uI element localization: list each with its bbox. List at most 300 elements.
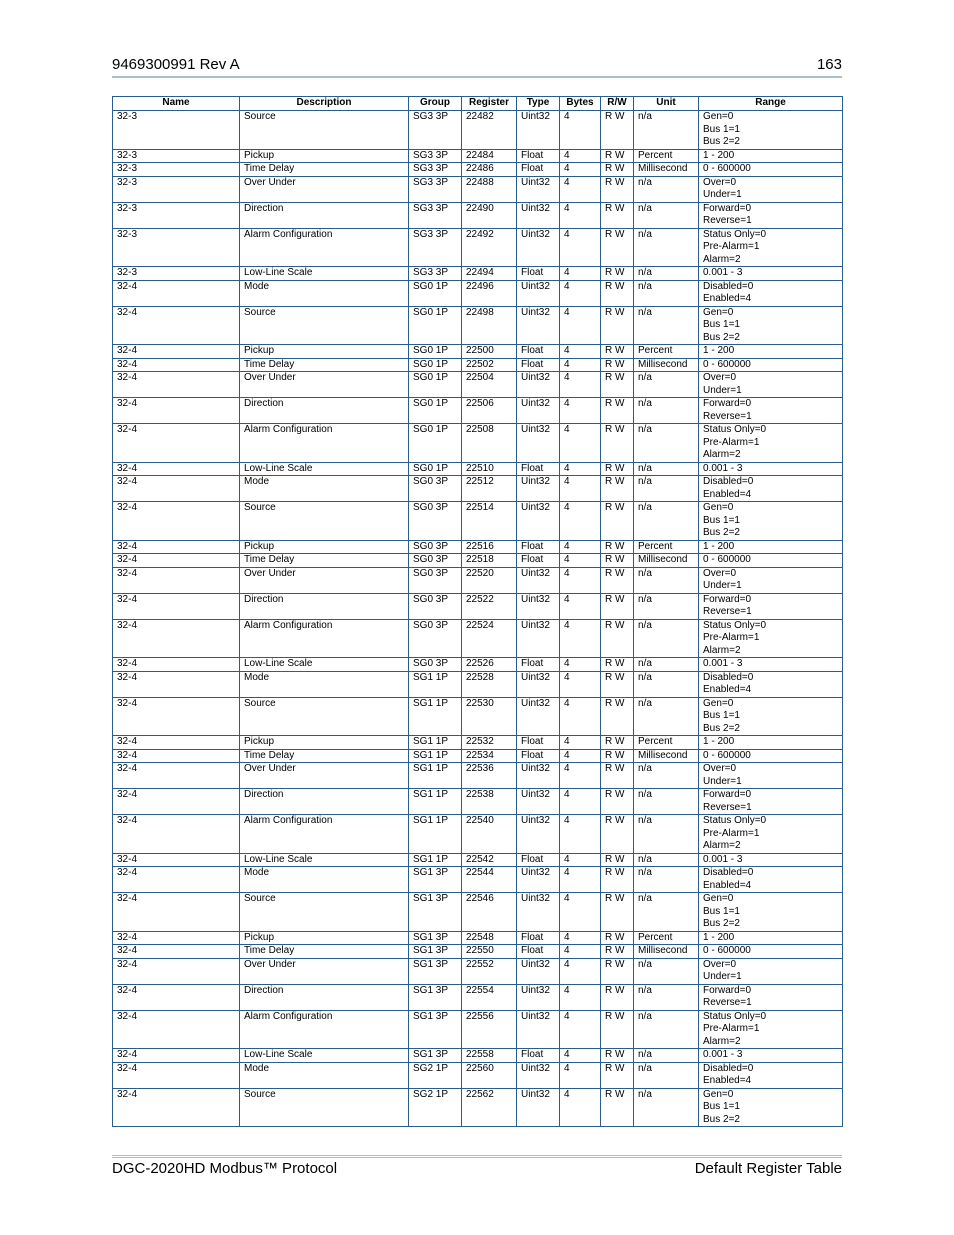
cell-description: Low-Line Scale: [240, 853, 409, 867]
cell-rw: R W: [601, 554, 634, 568]
cell-rw: R W: [601, 763, 634, 789]
table-row: [113, 1062, 843, 1088]
cell-bytes: 4: [560, 228, 601, 267]
cell-name: 32-4: [113, 398, 240, 424]
cell-rw: R W: [601, 789, 634, 815]
cell-bytes: 4: [560, 867, 601, 893]
cell-type: Float: [517, 1049, 560, 1063]
cell-range: 0.001 - 3: [699, 267, 843, 281]
cell-bytes: 4: [560, 658, 601, 672]
cell-type: Uint32: [517, 984, 560, 1010]
cell-description: Over Under: [240, 176, 409, 202]
cell-description: Alarm Configuration: [240, 619, 409, 658]
cell-type: Float: [517, 267, 560, 281]
cell-type: Float: [517, 853, 560, 867]
cell-register: 22538: [462, 789, 517, 815]
cell-description: Over Under: [240, 958, 409, 984]
cell-register: 22520: [462, 567, 517, 593]
cell-type: Float: [517, 149, 560, 163]
cell-unit: n/a: [634, 306, 699, 345]
cell-name: 32-4: [113, 697, 240, 736]
cell-type: Uint32: [517, 1062, 560, 1088]
cell-type: Float: [517, 540, 560, 554]
cell-bytes: 4: [560, 424, 601, 463]
cell-type: Uint32: [517, 867, 560, 893]
cell-group: SG0 1P: [409, 424, 462, 463]
cell-group: SG1 3P: [409, 1049, 462, 1063]
cell-range: Over=0 Under=1: [699, 567, 843, 593]
cell-register: 22552: [462, 958, 517, 984]
cell-range: Gen=0 Bus 1=1 Bus 2=2: [699, 306, 843, 345]
cell-description: Over Under: [240, 567, 409, 593]
cell-bytes: 4: [560, 267, 601, 281]
cell-register: 22540: [462, 815, 517, 854]
cell-register: 22512: [462, 476, 517, 502]
cell-name: 32-4: [113, 567, 240, 593]
cell-unit: n/a: [634, 567, 699, 593]
cell-name: 32-4: [113, 1010, 240, 1049]
cell-bytes: 4: [560, 1062, 601, 1088]
cell-rw: R W: [601, 280, 634, 306]
cell-bytes: 4: [560, 554, 601, 568]
cell-rw: R W: [601, 267, 634, 281]
cell-bytes: 4: [560, 736, 601, 750]
cell-unit: n/a: [634, 1062, 699, 1088]
cell-description: Source: [240, 697, 409, 736]
cell-range: Forward=0 Reverse=1: [699, 593, 843, 619]
table-row: [113, 763, 843, 789]
cell-rw: R W: [601, 671, 634, 697]
table-row: [113, 502, 843, 541]
column-header-range: Range: [699, 97, 843, 111]
cell-description: Mode: [240, 867, 409, 893]
cell-register: 22494: [462, 267, 517, 281]
cell-type: Uint32: [517, 763, 560, 789]
cell-range: Disabled=0 Enabled=4: [699, 671, 843, 697]
cell-register: 22484: [462, 149, 517, 163]
cell-description: Pickup: [240, 540, 409, 554]
cell-description: Mode: [240, 671, 409, 697]
cell-type: Float: [517, 358, 560, 372]
cell-register: 22550: [462, 945, 517, 959]
cell-rw: R W: [601, 358, 634, 372]
cell-group: SG1 1P: [409, 749, 462, 763]
cell-description: Time Delay: [240, 163, 409, 177]
cell-unit: n/a: [634, 815, 699, 854]
cell-group: SG1 3P: [409, 931, 462, 945]
cell-name: 32-4: [113, 1062, 240, 1088]
column-header-bytes: Bytes: [560, 97, 601, 111]
footer-title: DGC-2020HD Modbus™ Protocol: [112, 1160, 338, 1177]
cell-unit: n/a: [634, 1049, 699, 1063]
cell-group: SG1 1P: [409, 789, 462, 815]
cell-group: SG0 3P: [409, 593, 462, 619]
cell-type: Uint32: [517, 202, 560, 228]
cell-bytes: 4: [560, 958, 601, 984]
cell-type: Uint32: [517, 111, 560, 150]
cell-bytes: 4: [560, 398, 601, 424]
cell-description: Source: [240, 893, 409, 932]
cell-bytes: 4: [560, 502, 601, 541]
cell-unit: n/a: [634, 658, 699, 672]
cell-description: Direction: [240, 789, 409, 815]
cell-type: Uint32: [517, 671, 560, 697]
cell-description: Pickup: [240, 736, 409, 750]
cell-name: 32-3: [113, 111, 240, 150]
cell-name: 32-4: [113, 280, 240, 306]
cell-unit: n/a: [634, 1088, 699, 1127]
cell-range: Status Only=0 Pre-Alarm=1 Alarm=2: [699, 619, 843, 658]
cell-name: 32-4: [113, 372, 240, 398]
cell-unit: Percent: [634, 540, 699, 554]
table-row: [113, 345, 843, 359]
table-row: [113, 228, 843, 267]
cell-register: 22548: [462, 931, 517, 945]
cell-register: 22508: [462, 424, 517, 463]
cell-range: Forward=0 Reverse=1: [699, 984, 843, 1010]
cell-bytes: 4: [560, 1049, 601, 1063]
cell-rw: R W: [601, 815, 634, 854]
cell-range: 0 - 600000: [699, 554, 843, 568]
cell-group: SG0 3P: [409, 619, 462, 658]
cell-unit: Millisecond: [634, 163, 699, 177]
table-row: [113, 853, 843, 867]
cell-unit: n/a: [634, 671, 699, 697]
cell-group: SG3 3P: [409, 228, 462, 267]
cell-type: Uint32: [517, 280, 560, 306]
cell-name: 32-4: [113, 540, 240, 554]
cell-rw: R W: [601, 958, 634, 984]
cell-type: Float: [517, 345, 560, 359]
cell-bytes: 4: [560, 345, 601, 359]
cell-group: SG1 3P: [409, 984, 462, 1010]
cell-register: 22526: [462, 658, 517, 672]
cell-bytes: 4: [560, 372, 601, 398]
cell-unit: n/a: [634, 462, 699, 476]
cell-unit: n/a: [634, 372, 699, 398]
cell-type: Uint32: [517, 424, 560, 463]
table-row: [113, 267, 843, 281]
cell-unit: n/a: [634, 619, 699, 658]
table-row: [113, 554, 843, 568]
cell-bytes: 4: [560, 1088, 601, 1127]
header-rule: [112, 76, 842, 78]
cell-description: Source: [240, 111, 409, 150]
cell-unit: n/a: [634, 502, 699, 541]
cell-unit: Percent: [634, 345, 699, 359]
cell-rw: R W: [601, 567, 634, 593]
cell-register: 22542: [462, 853, 517, 867]
cell-range: Status Only=0 Pre-Alarm=1 Alarm=2: [699, 228, 843, 267]
cell-name: 32-4: [113, 931, 240, 945]
cell-bytes: 4: [560, 567, 601, 593]
cell-range: Status Only=0 Pre-Alarm=1 Alarm=2: [699, 424, 843, 463]
cell-type: Uint32: [517, 697, 560, 736]
cell-description: Alarm Configuration: [240, 424, 409, 463]
cell-bytes: 4: [560, 931, 601, 945]
cell-register: 22496: [462, 280, 517, 306]
cell-register: 22518: [462, 554, 517, 568]
cell-name: 32-4: [113, 619, 240, 658]
cell-rw: R W: [601, 619, 634, 658]
cell-description: Time Delay: [240, 358, 409, 372]
cell-range: Disabled=0 Enabled=4: [699, 867, 843, 893]
cell-rw: R W: [601, 658, 634, 672]
cell-range: 0 - 600000: [699, 945, 843, 959]
cell-group: SG1 1P: [409, 697, 462, 736]
cell-rw: R W: [601, 476, 634, 502]
cell-register: 22514: [462, 502, 517, 541]
cell-rw: R W: [601, 867, 634, 893]
cell-name: 32-4: [113, 867, 240, 893]
table-row: [113, 358, 843, 372]
cell-name: 32-4: [113, 593, 240, 619]
cell-unit: n/a: [634, 202, 699, 228]
cell-register: 22510: [462, 462, 517, 476]
table-row: [113, 671, 843, 697]
cell-unit: n/a: [634, 763, 699, 789]
column-header-name: Name: [113, 97, 240, 111]
table-row: [113, 280, 843, 306]
cell-register: 22498: [462, 306, 517, 345]
cell-rw: R W: [601, 984, 634, 1010]
cell-group: SG1 3P: [409, 1010, 462, 1049]
cell-group: SG3 3P: [409, 202, 462, 228]
cell-unit: n/a: [634, 853, 699, 867]
cell-rw: R W: [601, 1088, 634, 1127]
cell-bytes: 4: [560, 149, 601, 163]
cell-bytes: 4: [560, 853, 601, 867]
cell-rw: R W: [601, 111, 634, 150]
cell-rw: R W: [601, 372, 634, 398]
cell-group: SG3 3P: [409, 149, 462, 163]
cell-bytes: 4: [560, 462, 601, 476]
cell-bytes: 4: [560, 280, 601, 306]
table-row: [113, 931, 843, 945]
cell-unit: Millisecond: [634, 749, 699, 763]
cell-range: 0.001 - 3: [699, 1049, 843, 1063]
cell-bytes: 4: [560, 176, 601, 202]
cell-rw: R W: [601, 149, 634, 163]
cell-description: Alarm Configuration: [240, 1010, 409, 1049]
column-header-register: Register: [462, 97, 517, 111]
cell-range: Over=0 Under=1: [699, 372, 843, 398]
table-row: [113, 945, 843, 959]
cell-name: 32-4: [113, 789, 240, 815]
cell-unit: Millisecond: [634, 945, 699, 959]
cell-description: Pickup: [240, 149, 409, 163]
cell-name: 32-4: [113, 815, 240, 854]
cell-range: 1 - 200: [699, 540, 843, 554]
cell-type: Uint32: [517, 398, 560, 424]
cell-description: Over Under: [240, 763, 409, 789]
cell-group: SG0 1P: [409, 398, 462, 424]
cell-name: 32-3: [113, 267, 240, 281]
cell-range: Forward=0 Reverse=1: [699, 789, 843, 815]
column-header-description: Description: [240, 97, 409, 111]
column-header-rw: R/W: [601, 97, 634, 111]
cell-group: SG1 3P: [409, 958, 462, 984]
table-row: [113, 749, 843, 763]
cell-name: 32-3: [113, 163, 240, 177]
cell-register: 22532: [462, 736, 517, 750]
cell-range: 0.001 - 3: [699, 462, 843, 476]
cell-group: SG0 1P: [409, 306, 462, 345]
cell-range: Status Only=0 Pre-Alarm=1 Alarm=2: [699, 1010, 843, 1049]
cell-name: 32-4: [113, 476, 240, 502]
cell-name: 32-4: [113, 424, 240, 463]
table-row: [113, 567, 843, 593]
cell-rw: R W: [601, 1049, 634, 1063]
cell-range: Disabled=0 Enabled=4: [699, 1062, 843, 1088]
cell-register: 22528: [462, 671, 517, 697]
cell-group: SG2 1P: [409, 1062, 462, 1088]
cell-register: 22482: [462, 111, 517, 150]
cell-register: 22546: [462, 893, 517, 932]
table-row: [113, 540, 843, 554]
cell-bytes: 4: [560, 893, 601, 932]
cell-description: Over Under: [240, 372, 409, 398]
cell-type: Uint32: [517, 306, 560, 345]
cell-group: SG1 3P: [409, 945, 462, 959]
cell-name: 32-4: [113, 671, 240, 697]
cell-rw: R W: [601, 502, 634, 541]
cell-unit: n/a: [634, 398, 699, 424]
cell-unit: n/a: [634, 280, 699, 306]
cell-name: 32-4: [113, 736, 240, 750]
cell-group: SG1 1P: [409, 815, 462, 854]
cell-unit: Millisecond: [634, 554, 699, 568]
cell-rw: R W: [601, 893, 634, 932]
cell-rw: R W: [601, 853, 634, 867]
cell-unit: Percent: [634, 931, 699, 945]
column-header-type: Type: [517, 97, 560, 111]
cell-type: Float: [517, 945, 560, 959]
page-number: 163: [816, 56, 842, 73]
cell-type: Uint32: [517, 372, 560, 398]
cell-bytes: 4: [560, 697, 601, 736]
cell-register: 22492: [462, 228, 517, 267]
table-row: [113, 176, 843, 202]
cell-name: 32-4: [113, 853, 240, 867]
cell-group: SG0 3P: [409, 540, 462, 554]
cell-type: Uint32: [517, 815, 560, 854]
cell-rw: R W: [601, 749, 634, 763]
column-header-unit: Unit: [634, 97, 699, 111]
cell-bytes: 4: [560, 540, 601, 554]
cell-name: 32-3: [113, 149, 240, 163]
cell-type: Uint32: [517, 593, 560, 619]
table-row: [113, 658, 843, 672]
cell-group: SG3 3P: [409, 111, 462, 150]
cell-bytes: 4: [560, 163, 601, 177]
cell-name: 32-4: [113, 1049, 240, 1063]
cell-rw: R W: [601, 593, 634, 619]
cell-range: Gen=0 Bus 1=1 Bus 2=2: [699, 1088, 843, 1127]
cell-description: Source: [240, 306, 409, 345]
cell-bytes: 4: [560, 306, 601, 345]
cell-unit: n/a: [634, 424, 699, 463]
cell-unit: n/a: [634, 867, 699, 893]
cell-rw: R W: [601, 306, 634, 345]
cell-name: 32-4: [113, 984, 240, 1010]
cell-register: 22558: [462, 1049, 517, 1063]
cell-group: SG2 1P: [409, 1088, 462, 1127]
cell-range: 1 - 200: [699, 736, 843, 750]
cell-register: 22530: [462, 697, 517, 736]
table-header-row: [113, 97, 843, 111]
cell-unit: n/a: [634, 176, 699, 202]
cell-register: 22488: [462, 176, 517, 202]
cell-range: Status Only=0 Pre-Alarm=1 Alarm=2: [699, 815, 843, 854]
cell-register: 22504: [462, 372, 517, 398]
cell-unit: n/a: [634, 228, 699, 267]
cell-unit: n/a: [634, 697, 699, 736]
cell-unit: n/a: [634, 476, 699, 502]
cell-name: 32-4: [113, 554, 240, 568]
cell-group: SG3 3P: [409, 267, 462, 281]
cell-range: Gen=0 Bus 1=1 Bus 2=2: [699, 697, 843, 736]
table-row: [113, 789, 843, 815]
column-header-group: Group: [409, 97, 462, 111]
table-row: [113, 462, 843, 476]
cell-range: 0 - 600000: [699, 358, 843, 372]
cell-type: Float: [517, 554, 560, 568]
cell-type: Uint32: [517, 1010, 560, 1049]
cell-group: SG1 1P: [409, 671, 462, 697]
cell-name: 32-4: [113, 893, 240, 932]
cell-type: Uint32: [517, 789, 560, 815]
cell-range: Gen=0 Bus 1=1 Bus 2=2: [699, 502, 843, 541]
cell-range: Gen=0 Bus 1=1 Bus 2=2: [699, 893, 843, 932]
cell-register: 22524: [462, 619, 517, 658]
cell-description: Time Delay: [240, 749, 409, 763]
cell-description: Low-Line Scale: [240, 658, 409, 672]
cell-rw: R W: [601, 176, 634, 202]
cell-bytes: 4: [560, 815, 601, 854]
table-row: [113, 163, 843, 177]
cell-group: SG1 3P: [409, 867, 462, 893]
cell-rw: R W: [601, 1010, 634, 1049]
cell-name: 32-4: [113, 1088, 240, 1127]
cell-bytes: 4: [560, 763, 601, 789]
cell-group: SG0 3P: [409, 567, 462, 593]
cell-range: Forward=0 Reverse=1: [699, 202, 843, 228]
cell-register: 22502: [462, 358, 517, 372]
cell-type: Float: [517, 462, 560, 476]
cell-unit: Millisecond: [634, 358, 699, 372]
cell-unit: n/a: [634, 984, 699, 1010]
cell-register: 22554: [462, 984, 517, 1010]
cell-rw: R W: [601, 697, 634, 736]
cell-range: 0.001 - 3: [699, 658, 843, 672]
cell-group: SG1 3P: [409, 893, 462, 932]
table-row: [113, 697, 843, 736]
cell-type: Uint32: [517, 176, 560, 202]
cell-name: 32-4: [113, 345, 240, 359]
cell-unit: n/a: [634, 1010, 699, 1049]
cell-name: 32-4: [113, 763, 240, 789]
cell-rw: R W: [601, 540, 634, 554]
table-body: [113, 111, 843, 1127]
table-row: [113, 202, 843, 228]
cell-description: Source: [240, 502, 409, 541]
cell-name: 32-3: [113, 228, 240, 267]
table-row: [113, 867, 843, 893]
cell-description: Low-Line Scale: [240, 462, 409, 476]
cell-group: SG0 1P: [409, 358, 462, 372]
cell-range: Over=0 Under=1: [699, 958, 843, 984]
